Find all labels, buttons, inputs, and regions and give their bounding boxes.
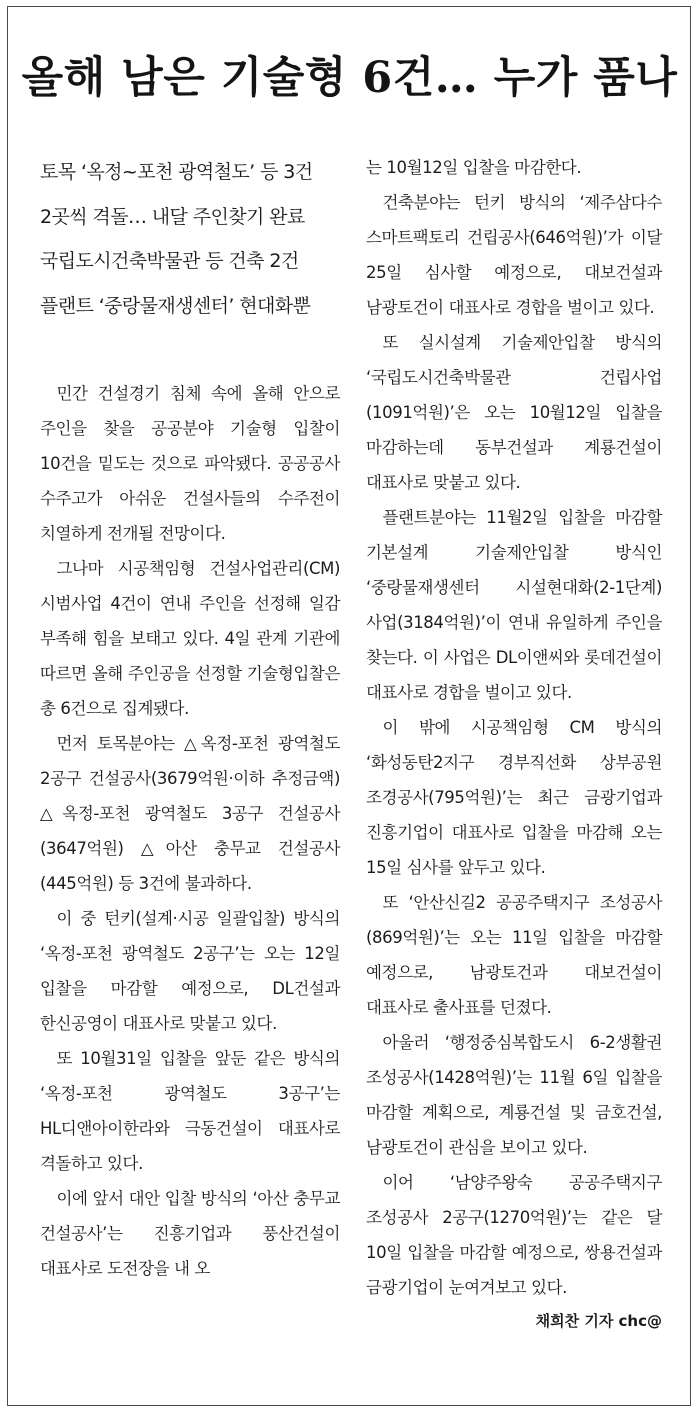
body-paragraph: 또 10월31일 입찰을 앞둔 같은 방식의 ‘옥정-포천 광역철도 3공구’는 HL디앤아이한라와 극동건설이 대표사로 격돌하고 있다. — [40, 1049, 340, 1173]
body-paragraph: 이어 ‘남양주왕숙 공공주택지구 조성공사 2공구(1270억원)’는 같은 달 10일 입찰을 마감할 예정으로, 쌍용건설과 금광기업이 눈여겨보고 있다. — [366, 1173, 662, 1297]
subheadline: 토목 ‘옥정~포천 광역철도’ 등 3건 — [40, 161, 313, 183]
byline: 채희찬 기자 chc@ — [535, 1312, 662, 1330]
right-column — [366, 150, 662, 1333]
body-paragraph: 또 실시설계 기술제안입찰 방식의 ‘국립도시건축박물관 건립사업(1091억원)’은 오는 10월12일 입찰을 마감하는데 동부건설과 계룡건설이 대표사로 맞붙고 있다. — [366, 333, 662, 492]
body-paragraph: 그나마 시공책임형 건설사업관리(CM) 시범사업 4건이 연내 주인을 선정해 일감 부족해 힘을 보태고 있다. 4일 관계 기관에 따르면 올해 주인공을 선정할 기술형입찰은 총 6건으로 집계됐다. — [40, 559, 340, 718]
body-paragraph: 플랜트분야는 11월2일 입찰을 마감할 기본설계 기술제안입찰 방식인 ‘중랑물재생센터 시설현대화(2-1단계)사업(3184억원)’이 연내 유일하게 주인을 찾는다. 이 사업은 DL이앤씨와 롯데건설이 대표사로 경합을 벌이고 있다. — [366, 508, 662, 702]
body-paragraph: 아울러 ‘행정중심복합도시 6-2생활권 조성공사(1428억원)’는 11월 6일 입찰을 마감할 계획으로, 계룡건설 및 금호건설, 남광토건이 관심을 보이고 있다. — [366, 1033, 662, 1157]
subheadline-block — [40, 150, 340, 328]
body-paragraph: 이 밖에 시공책임형 CM 방식의 ‘화성동탄2지구 경부직선화 상부공원 조경공사(795억원)’는 최근 금광기업과 진흥기업이 대표사로 입찰을 마감해 오는 15일 심사를 앞두고 있다. — [366, 718, 662, 877]
subheadline: 플랜트 ‘중랑물재생센터’ 현대화뿐 — [40, 294, 311, 317]
body-paragraph: 이에 앞서 대안 입찰 방식의 ‘아산 충무교 건설공사’는 진흥기업과 풍산건설이 대표사로 도전장을 내 오 — [40, 1189, 340, 1278]
left-column — [40, 150, 340, 1286]
headline: 올해 남은 기술형 6건… 누가 품나 — [21, 53, 678, 103]
body-paragraph: 또 ‘안산신길2 공공주택지구 조성공사(869억원)’는 오는 11일 입찰을 마감할 예정으로, 남광토건과 대보건설이 대표사로 출사표를 던졌다. — [366, 893, 662, 1017]
body-paragraph: 이 중 턴키(설계·시공 일괄입찰) 방식의 ‘옥정-포천 광역철도 2공구’는 오는 12일 입찰을 마감할 예정으로, DL건설과 한신공영이 대표사로 맞붙고 있다. — [40, 909, 340, 1033]
body-paragraph: 먼저 토목분야는 △옥정-포천 광역철도 2공구 건설공사(3679억원·이하 추정금액) △옥정-포천 광역철도 3공구 건설공사(3647억원) △아산 충무교 건설공사(445억원) 등 3건에 불과하다. — [40, 734, 340, 893]
body-paragraph: 건축분야는 턴키 방식의 ‘제주삼다수 스마트팩토리 건립공사(646억원)’가 이달 25일 심사할 예정으로, 대보건설과 남광토건이 대표사로 경합을 벌이고 있다. — [366, 193, 662, 317]
body-paragraph: 민간 건설경기 침체 속에 올해 안으로 주인을 찾을 공공분야 기술형 입찰이 10건을 밑도는 것으로 파악됐다. 공공공사 수주고가 아쉬운 건설사들의 수주전이 치열하게 전개될 전망이다. — [40, 384, 340, 543]
body-paragraph-continuation: 는 10월12일 입찰을 마감한다. — [366, 158, 582, 177]
subheadline: 국립도시건축박물관 등 건축 2건 — [40, 250, 299, 272]
subheadline: 2곳씩 격돌… 내달 주인찾기 완료 — [40, 205, 305, 228]
